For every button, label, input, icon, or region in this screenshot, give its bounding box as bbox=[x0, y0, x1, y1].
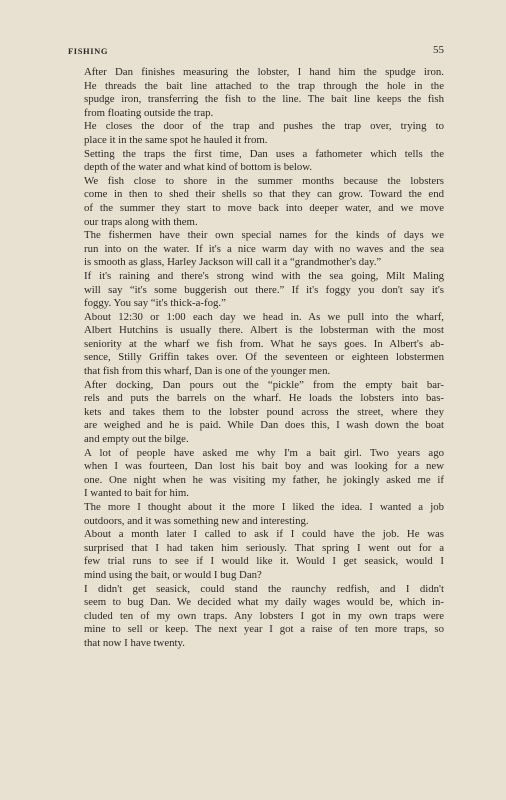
text-line: The fishermen have their own special names for the kinds of days we bbox=[84, 229, 444, 242]
text-line: A lot of people have asked me why I'm a bait girl. Two years ago bbox=[84, 446, 444, 459]
paragraph bbox=[84, 148, 444, 175]
text-line: kets and takes them to the lobster pound across the street, where they bbox=[84, 405, 444, 418]
text-line: of the summer they start to move back into deeper water, and we move bbox=[84, 201, 444, 214]
text-line: rels and puts the barrels on the wharf. He loads the lobsters into bas- bbox=[84, 392, 444, 405]
text-line: our traps along with them. bbox=[84, 215, 198, 228]
text-line: outdoors, and it was something new and interesting. bbox=[84, 514, 309, 527]
text-line: when I was fourteen, Dan lost his bait boy and was looking for a new bbox=[84, 460, 444, 473]
text-line: I didn't get seasick, could stand the raunchy redfish, and I didn't bbox=[84, 582, 444, 595]
paragraph bbox=[84, 175, 444, 229]
text-line: Albert Hutchins is usually there. Albert is the lobsterman with the most bbox=[84, 324, 444, 337]
page-number: 55 bbox=[433, 44, 444, 56]
text-line: I wanted to bait for him. bbox=[84, 487, 189, 500]
text-line: seniority at the wharf we fish from. What he says goes. In Albert's ab- bbox=[84, 337, 444, 350]
text-line: After docking, Dan pours out the “pickle” from the empty bait bar- bbox=[84, 378, 444, 391]
text-line: that fish from this wharf, Dan is one of the younger men. bbox=[84, 365, 331, 378]
paragraph bbox=[84, 379, 444, 447]
text-line: About a month later I called to ask if I could have the job. He was bbox=[84, 528, 444, 541]
running-head: FISHING bbox=[68, 46, 109, 56]
text-line: is smooth as glass, Harley Jackson will call it a “grandmother's day.” bbox=[84, 256, 382, 269]
paragraph bbox=[84, 229, 444, 270]
text-line: mine to sell or keep. The next year I got a raise of ten more traps, so bbox=[84, 623, 444, 636]
paragraph bbox=[84, 447, 444, 501]
text-line: and empty out the bilge. bbox=[84, 433, 189, 446]
text-line: sence, Stilly Griffin takes over. Of the seventeen or eighteen lobstermen bbox=[84, 351, 444, 364]
text-line: place it in the same spot he hauled it from. bbox=[84, 133, 268, 146]
text-line: that now I have twenty. bbox=[84, 636, 185, 649]
text-line: He threads the bait line attached to the trap through the hole in the bbox=[84, 79, 444, 92]
text-line: run into on the water. If it's a nice warm day with no waves and the sea bbox=[84, 242, 444, 255]
text-line: foggy. You say “it's thick-a-fog.” bbox=[84, 297, 226, 310]
text-line: About 12:30 or 1:00 each day we head in. As we pull into the wharf, bbox=[84, 310, 444, 323]
paragraph bbox=[84, 501, 444, 528]
text-line: few trial runs to see if I would like it. Would I get seasick, would I bbox=[84, 555, 444, 568]
body-text bbox=[84, 66, 444, 651]
text-line: one. One night when he was visiting my father, he jokingly asked me if bbox=[84, 473, 444, 486]
text-line: will say “it's some buggerish out there.” If it's foggy you don't say it's bbox=[84, 283, 444, 296]
paragraph bbox=[84, 270, 444, 311]
text-line: depth of the water and what kind of bottom is below. bbox=[84, 161, 313, 174]
paragraph bbox=[84, 66, 444, 120]
text-line: surprised that I had taken him seriously. That spring I went out for a bbox=[84, 541, 444, 554]
text-line: from floating outside the trap. bbox=[84, 106, 214, 119]
page-header bbox=[68, 44, 444, 58]
text-line: After Dan finishes measuring the lobster, I hand him the spudge iron. bbox=[84, 66, 444, 78]
text-line: come in then to shed their shells so that they can grow. Toward the end bbox=[84, 188, 444, 201]
paragraph bbox=[84, 583, 444, 651]
text-line: If it's raining and there's strong wind with the sea going, Milt Maling bbox=[84, 269, 444, 282]
text-line: The more I thought about it the more I liked the idea. I wanted a job bbox=[84, 501, 444, 513]
text-line: Setting the traps the first time, Dan uses a fathometer which tells the bbox=[84, 147, 444, 160]
text-line: We fish close to shore in the summer months because the lobsters bbox=[84, 174, 444, 187]
paragraph bbox=[84, 528, 444, 582]
text-line: mind using the bait, or would I bug Dan? bbox=[84, 568, 262, 581]
paragraph bbox=[84, 311, 444, 379]
text-line: spudge iron, transferring the fish to the line. The bait line keeps the fish bbox=[84, 93, 444, 106]
paragraph bbox=[84, 120, 444, 147]
text-line: He closes the door of the trap and pushes the trap over, trying to bbox=[84, 120, 444, 133]
text-line: seem to bug Dan. We decided what my daily wages would be, which in- bbox=[84, 596, 444, 609]
text-line: cluded ten of my own traps. Any lobsters I got in my own traps were bbox=[84, 609, 444, 622]
text-line: are weighed and he is paid. While Dan does this, I wash down the boat bbox=[84, 419, 444, 432]
